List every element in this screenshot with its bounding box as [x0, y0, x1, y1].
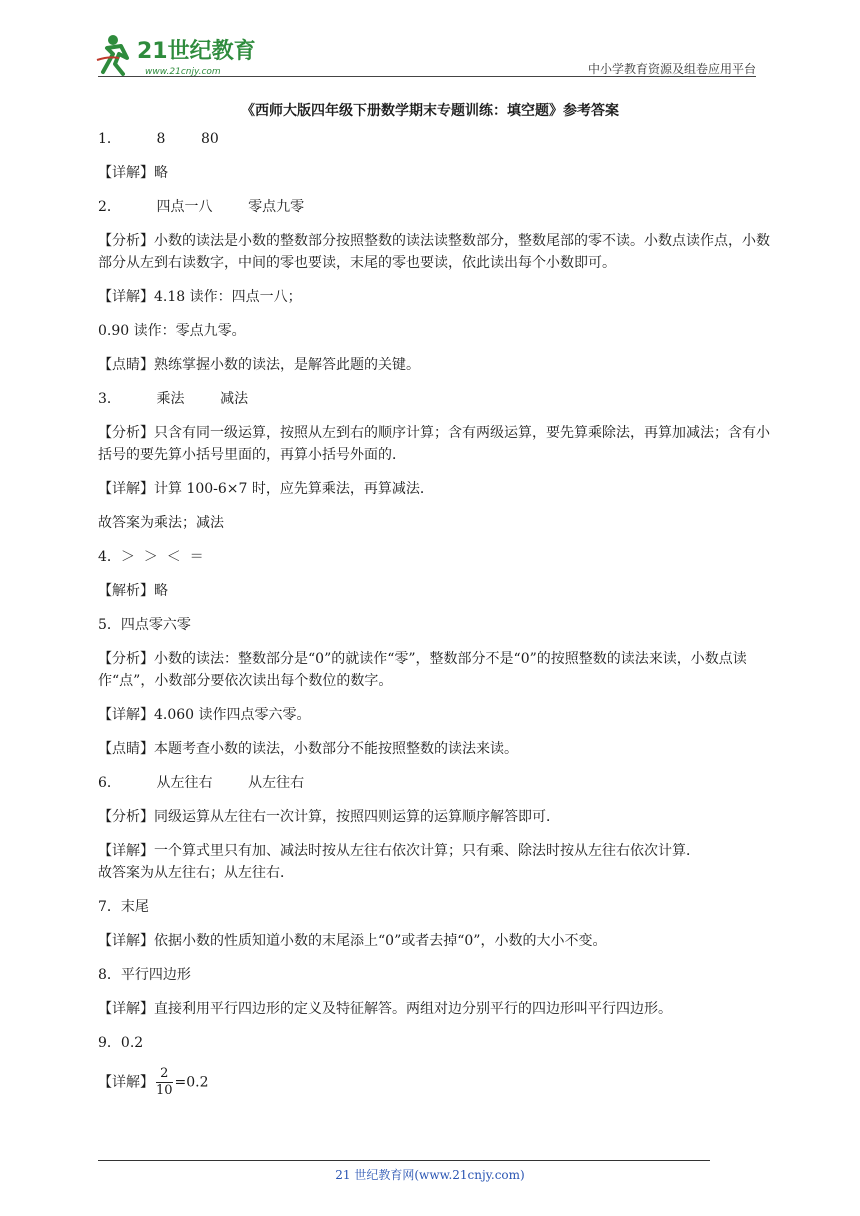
answer-line: 6． 从左往右 从左往右 — [98, 775, 305, 791]
answer-line: 【详解】4.060 读作四点零六零。 — [98, 707, 311, 723]
answer-line: 【详解】略 — [98, 165, 168, 181]
svg-text:www.21cnjy.com: www.21cnjy.com — [145, 67, 221, 77]
answer-line: 7．末尾 — [98, 899, 149, 915]
answer-line: 【分析】小数的读法是小数的整数部分按照整数的读法读整数部分，整数尾部的零不读。小数点读作点，小数部分从左到右读数字，中间的零也要读，末尾的零也要读，依此读出每个小数即可。 — [98, 233, 770, 271]
fraction-numerator: 2 — [156, 1066, 173, 1083]
answer-line: 【解析】略 — [98, 583, 168, 599]
answer-line: 9．0.2 — [98, 1035, 144, 1051]
answer-line: 0.90 读作：零点九零。 — [98, 323, 246, 339]
header-divider — [98, 76, 756, 77]
answer-line: 8．平行四边形 — [98, 967, 191, 983]
fraction — [156, 1066, 173, 1099]
answer-line: 【详解】一个算式里只有加、减法时按从左往右依次计算；只有乘、除法时按从左往右依次计算． — [98, 843, 700, 859]
answer-line: 故答案为乘法；减法 — [98, 515, 224, 531]
answer-line: 5．四点零六零 — [98, 617, 191, 633]
answer-line: 【点睛】本题考查小数的读法，小数部分不能按照整数的读法来读。 — [98, 741, 518, 757]
fraction-denominator: 10 — [156, 1083, 173, 1098]
detail-prefix: 【详解】 — [98, 1074, 154, 1091]
footer-text: 21 世纪教育网(www.21cnjy.com) — [335, 1168, 525, 1182]
answer-line: 【详解】4.18 读作：四点一八； — [98, 289, 302, 305]
answer-line: 4．＞ ＞ ＜ ＝ — [98, 549, 204, 565]
answer-line: 2． 四点一八 零点九零 — [98, 199, 305, 215]
logo-icon — [93, 30, 263, 80]
fraction-result: =0.2 — [174, 1074, 209, 1091]
answer-line: 【详解】直接利用平行四边形的定义及特征解答。两组对边分别平行的四边形叫平行四边形。 — [98, 1001, 672, 1017]
answer-line: 3． 乘法 减法 — [98, 391, 249, 407]
footer-divider — [98, 1160, 710, 1161]
answer-line: 【详解】依据小数的性质知道小数的末尾添上“0”或者去掉“0”，小数的大小不变。 — [98, 933, 607, 949]
answer-line: 【详解】计算 100-6×7 时，应先算乘法，再算减法． — [98, 481, 434, 497]
platform-name: 中小学教育资源及组卷应用平台 — [587, 62, 756, 76]
svg-text:21世纪教育: 21世纪教育 — [137, 39, 256, 64]
page-header — [0, 0, 860, 82]
answer-line: 1． 8 80 — [98, 131, 219, 147]
answer-line: 【分析】同级运算从左往右一次计算，按照四则运算的运算顺序解答即可． — [98, 809, 560, 825]
answer-line: 【分析】小数的读法：整数部分是“0”的就读作“零”，整数部分不是“0”的按照整数的读法来读，小数点读作“点”，小数部分要依次读出每个数位的数字。 — [98, 651, 747, 689]
answer-content — [98, 128, 778, 1111]
answer-line: 【点睛】熟练掌握小数的读法，是解答此题的关键。 — [98, 357, 420, 373]
answer-line: 【分析】只含有同一级运算，按照从左到右的顺序计算；含有两级运算，要先算乘除法，再算加减法；含有小括号的要先算小括号里面的，再算小括号外面的． — [98, 425, 770, 463]
page-title: 《西师大版四年级下册数学期末专题训练：填空题》参考答案 — [241, 103, 619, 119]
fraction-line — [98, 1066, 778, 1099]
answer-line: 故答案为从左往右；从左往右． — [98, 865, 294, 881]
